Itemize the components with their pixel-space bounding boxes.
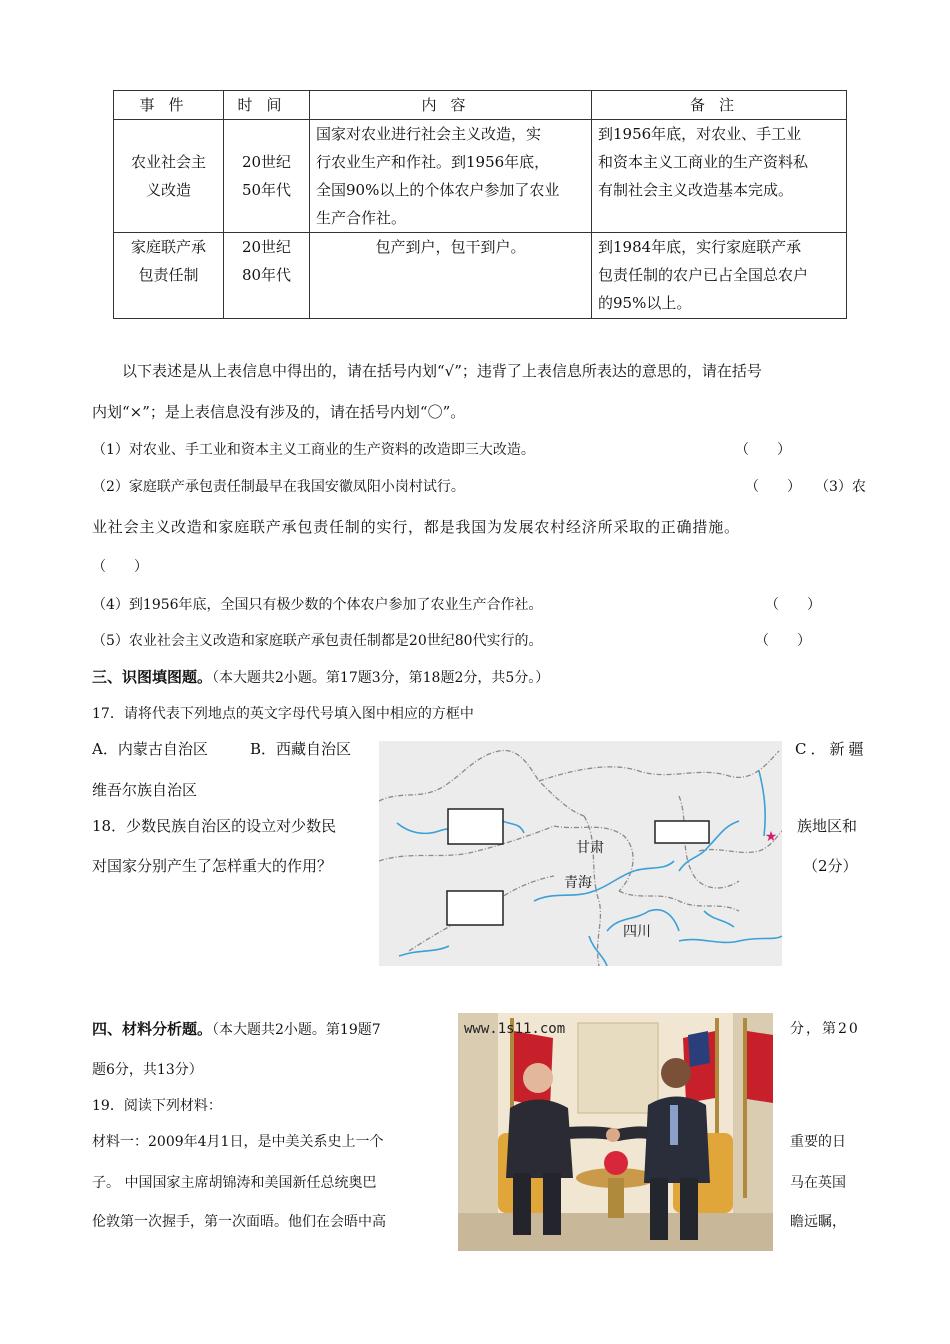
section-4-title: 四、材料分析题。 — [92, 1020, 213, 1038]
map-label-qinghai: 青海 — [564, 875, 592, 891]
q19-material-1-line-1-right: 重要的日 — [790, 1134, 846, 1150]
q18-text-right: 族地区和 — [797, 817, 858, 835]
q17-option-a: A．内蒙古自治区 — [92, 740, 208, 758]
instruction-line-2: 内划“×”；是上表信息没有涉及的，请在括号内划“〇”。 — [92, 403, 466, 421]
info-table — [113, 90, 847, 319]
photo-graphic — [458, 1013, 773, 1251]
leaders-meeting-photo — [458, 1013, 773, 1251]
cell-event: 家庭联产承 包责任制 — [114, 233, 224, 319]
photo-watermark: www.1s11.com — [464, 1021, 566, 1037]
section-4-heading — [92, 1018, 381, 1039]
statement-5: （5）农业社会主义改造和家庭联产承包责任制都是20世纪80代实行的。 — [92, 633, 543, 649]
cell-content: 国家对农业进行社会主义改造，实 行农业生产和作社。到1956年底， 全国90%以上的个体农户参加了农业 生产合作社。 — [310, 120, 592, 233]
answer-bracket-3[interactable]: （ ） — [92, 559, 148, 575]
section-4-note-right: 分，第20 — [790, 1021, 860, 1037]
cell-time: 20世纪 80年代 — [224, 233, 310, 319]
header-note: 备注 — [592, 91, 847, 120]
q19-title: 19．阅读下列材料： — [92, 1098, 222, 1114]
map-label-gansu: 甘肃 — [576, 840, 604, 856]
answer-bracket-5[interactable]: （ ） — [755, 633, 811, 649]
answer-bracket-4[interactable]: （ ） — [765, 597, 821, 613]
answer-bracket-1[interactable]: （ ） — [735, 442, 791, 458]
section-3-title: 三、识图填图题。 — [92, 668, 213, 686]
q17-option-c-cont: 维吾尔族自治区 — [92, 781, 198, 799]
q19-material-1-line-3: 伦敦第一次握手，第一次面晤。他们在会晤中高 — [92, 1214, 386, 1230]
cell-content: 包产到户，包干到户。 — [310, 233, 592, 319]
answer-box-3[interactable] — [447, 891, 503, 925]
answer-box-1[interactable] — [448, 809, 503, 844]
section-4-note-left: （本大题共2小题。第19题7 — [212, 1022, 381, 1038]
section-3-note: （本大题共2小题。第17题3分，第18题2分，共5分。） — [212, 670, 550, 686]
q19-material-1-line-2-right: 马在英国 — [790, 1175, 846, 1191]
header-content: 内容 — [310, 91, 592, 120]
answer-bracket-2[interactable]: （ ） — [745, 479, 801, 495]
section-3-heading — [92, 666, 549, 687]
answer-box-2[interactable] — [655, 821, 709, 843]
q17-text: 17．请将代表下列地点的英文字母代号填入图中相应的方框中 — [92, 706, 474, 722]
q19-material-1-line-3-right: 瞻远瞩， — [790, 1214, 846, 1230]
q18-text-left: 18．少数民族自治区的设立对少数民 — [92, 817, 337, 835]
table-header-row — [114, 91, 847, 120]
capital-star-icon: ★ — [764, 829, 778, 845]
statement-2: （2）家庭联产承包责任制最早在我国安徽凤阳小岗村试行。 — [92, 479, 465, 495]
cell-note: 到1956年底，对农业、手工业 和资本主义工商业的生产资料私 有制社会主义改造基本完成。 — [592, 120, 847, 233]
statement-1: （1）对农业、手工业和资本主义工商业的生产资料的改造即三大改造。 — [92, 442, 535, 458]
map-label-sichuan: 四川 — [623, 924, 651, 940]
cell-note: 到1984年底，实行家庭联产承 包责任制的农户已占全国总农户 的95%以上。 — [592, 233, 847, 319]
instruction-line-1: 以下表述是从上表信息中得出的，请在括号内划“√”；违背了上表信息所表达的意思的，请在括号 — [122, 362, 762, 380]
statement-3-start: （3）农 — [815, 479, 866, 495]
q19-material-1-line-2: 子。 中国国家主席胡锦涛和美国新任总统奥巴 — [92, 1175, 377, 1191]
table-row — [114, 120, 847, 233]
table-row — [114, 233, 847, 319]
statement-4: （4）到1956年底，全国只有极少数的个体农户参加了农业生产合作社。 — [92, 597, 543, 613]
header-time: 时间 — [224, 91, 310, 120]
cell-time: 20世纪 50年代 — [224, 120, 310, 233]
cell-event: 农业社会主 义改造 — [114, 120, 224, 233]
statement-3-cont: 业社会主义改造和家庭联产承包责任制的实行，都是我国为发展农村经济所采取的正确措施。 — [92, 518, 740, 536]
header-event: 事件 — [114, 91, 224, 120]
q17-option-c: C．新疆 — [795, 740, 868, 758]
q18-points: （2分） — [803, 857, 858, 875]
q17-option-b: B．西藏自治区 — [250, 740, 352, 758]
china-map — [379, 741, 782, 966]
q19-material-1-line-1: 材料一：2009年4月1日，是中美关系史上一个 — [92, 1134, 384, 1150]
section-4-note-2: 题6分，共13分） — [92, 1062, 203, 1078]
q18-text-2: 对国家分别产生了怎样重大的作用？ — [92, 857, 333, 875]
